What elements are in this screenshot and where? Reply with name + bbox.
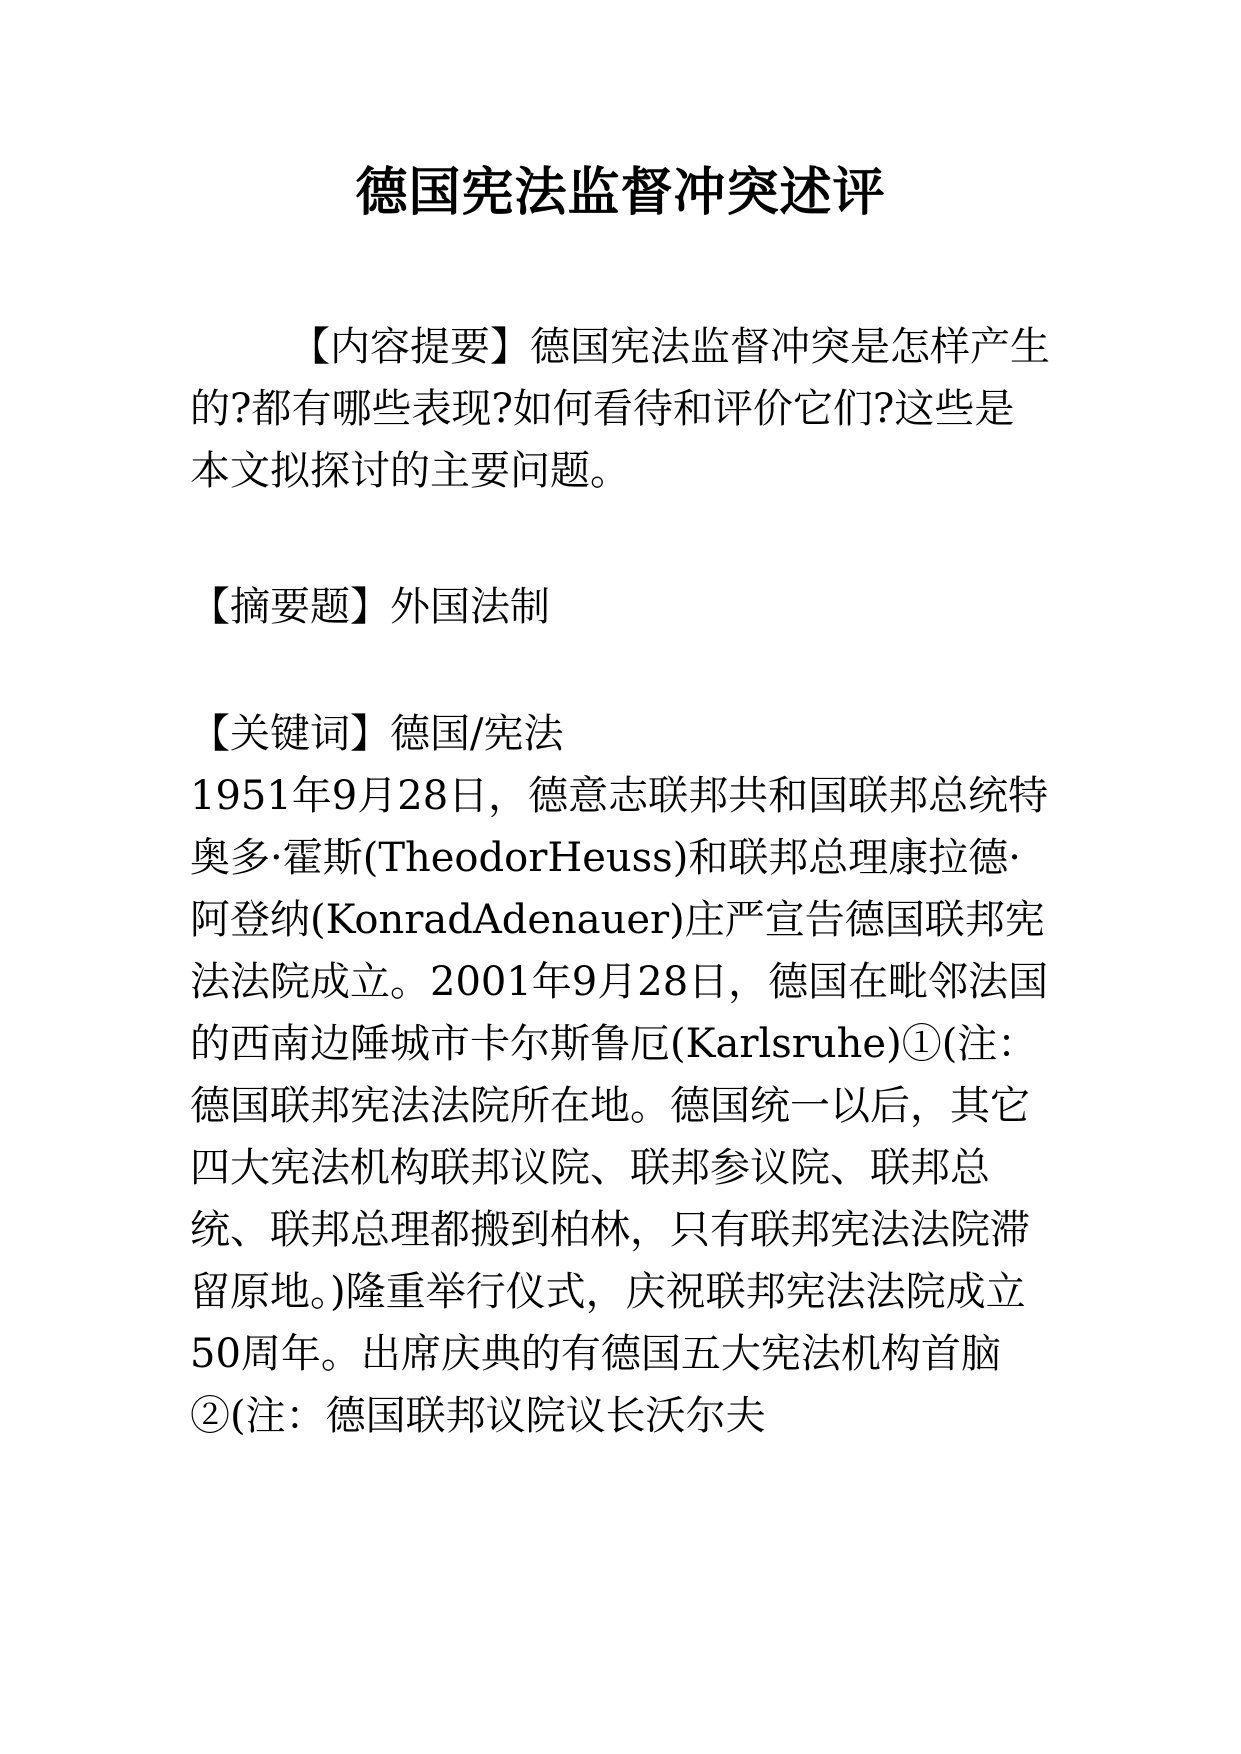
subject-line: 【摘要题】外国法制 <box>190 584 550 630</box>
summary-paragraph: 【内容提要】德国宪法监督冲突是怎样产生的?都有哪些表现?如何看待和评价它们?这些是本文拟探讨的主要问题。 <box>190 324 1050 494</box>
keywords-line: 【关键词】德国/宪法 <box>190 711 564 757</box>
document-title: 德国宪法监督冲突述评 <box>355 162 886 223</box>
body-paragraph: 1951年9月28日，德意志联邦共和国联邦总统特奥多·霍斯(TheodorHeuss)和联邦总理康拉德·阿登纳(KonradAdenauer)庄严宣告德国联邦宪法法院成立。2001年9月28日，德国在毗邻法国的西南边陲城市卡尔斯鲁厄(Karlsruhe)①(注：德国联邦宪法法院所在地。德国统一以后，其它四大宪法机构联邦议院、联邦参议院、联邦总统、联邦总理都搬到柏林，只有联邦宪法法院滞留原地。)隆重举行仪式，庆祝联邦宪法法院成立50周年。出席庆典的有德国五大宪法机构首脑②(注：德国联邦议院议长沃尔夫 <box>190 773 1049 1439</box>
